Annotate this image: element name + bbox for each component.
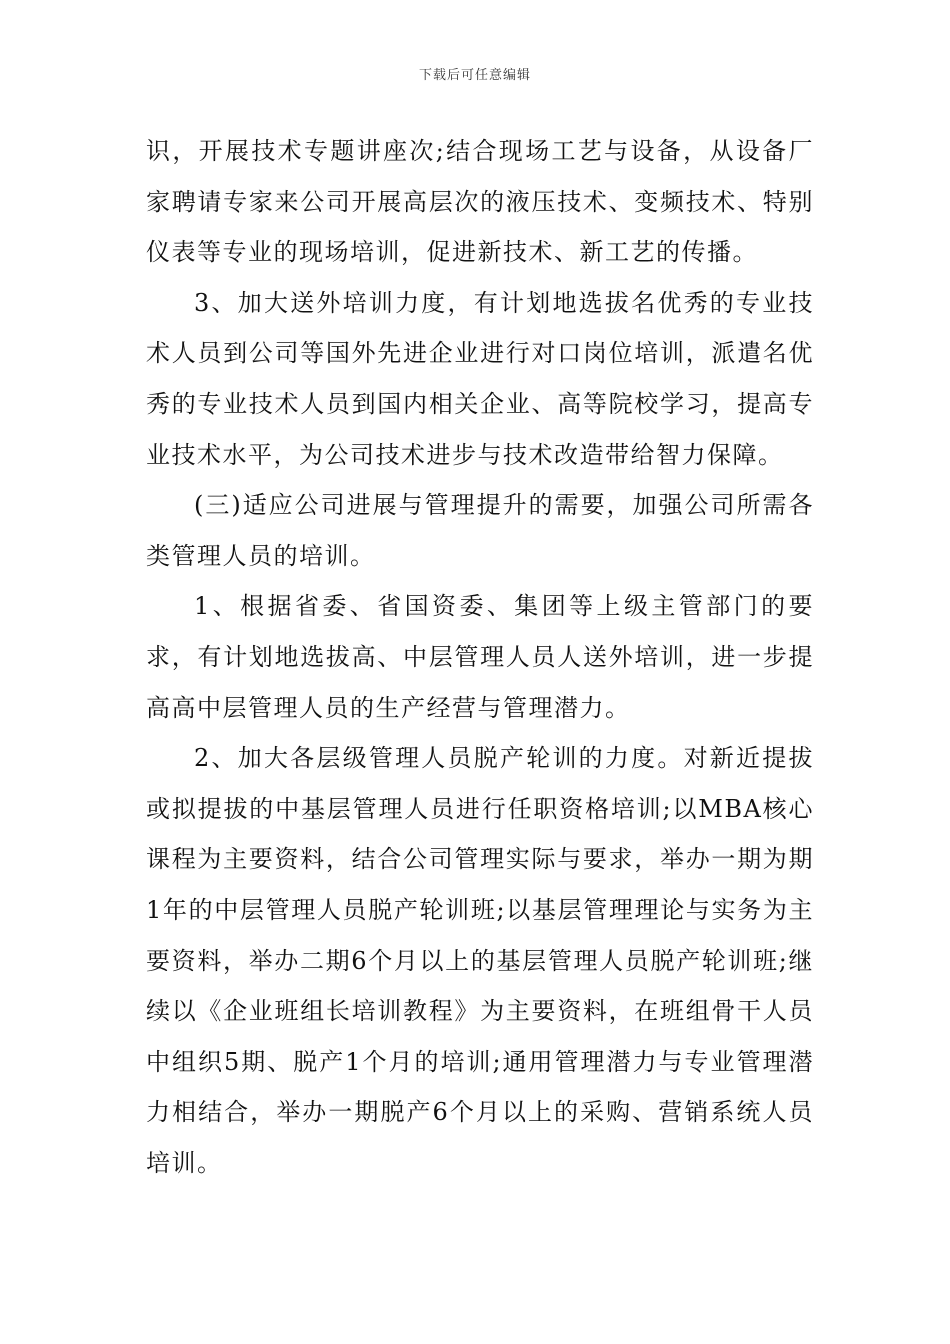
section-heading-3: (三)适应公司进展与管理提升的需要，加强公司所需各类管理人员的培训。	[146, 491, 814, 570]
paragraph-item-3: 3、加大送外培训力度，有计划地选拔名优秀的专业技术人员到公司等国外先进企业进行对口岗位培训，派遣名优秀的专业技术人员到国内相关企业、高等院校学习，提高专业技术水平，为公司技术进步与技术改造带给智力保障。	[146, 288, 814, 469]
paragraph-item-1: 1、根据省委、省国资委、集团等上级主管部门的要求，有计划地选拔高、中层管理人员人送外培训，进一步提高高中层管理人员的生产经营与管理潜力。	[146, 592, 814, 722]
page-header-note: 下载后可任意编辑	[418, 68, 531, 83]
paragraph-continuation: 识，开展技术专题讲座次;结合现场工艺与设备，从设备厂家聘请专家来公司开展高层次的液压技术、变频技术、特别仪表等专业的现场培训，促进新技术、新工艺的传播。	[146, 137, 814, 267]
document-body	[146, 126, 814, 1188]
paragraph-item-2: 2、加大各层级管理人员脱产轮训的力度。对新近提拔或拟提拔的中基层管理人员进行任职资格培训;以MBA核心课程为主要资料，结合公司管理实际与要求，举办一期为期1年的中层管理人员脱产轮训班;以基层管理理论与实务为主要资料，举办二期6个月以上的基层管理人员脱产轮训班;继续以《企业班组长培训教程》为主要资料，在班组骨干人员中组织5期、脱产1个月的培训;通用管理潜力与专业管理潜力相结合，举办一期脱产6个月以上的采购、营销系统人员培训。	[146, 744, 814, 1177]
